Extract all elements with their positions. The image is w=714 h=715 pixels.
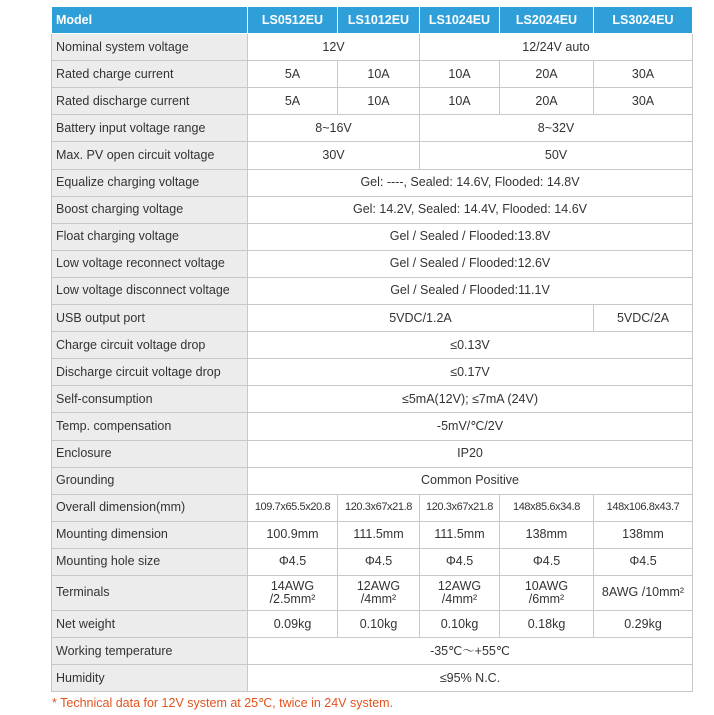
cell-value (500, 575, 594, 610)
cell-value: 0.09kg (248, 610, 338, 637)
terminal-area: /4mm² (360, 591, 397, 606)
table-row (52, 196, 693, 223)
header-ls1024eu: LS1024EU (420, 7, 500, 34)
cell-value: Φ4.5 (420, 548, 500, 575)
terminal-gauge: 12AWG (356, 578, 401, 593)
row-label: Temp. compensation (52, 413, 248, 440)
table-header-row (52, 7, 693, 34)
table-row (52, 115, 693, 142)
table-row (52, 386, 693, 413)
table-row (52, 88, 693, 115)
cell-value: Φ4.5 (500, 548, 594, 575)
cell-value: Gel: 14.2V, Sealed: 14.4V, Flooded: 14.6V (248, 196, 693, 223)
header-model: Model (52, 7, 248, 34)
cell-value: 120.3x67x21.8 (420, 494, 500, 521)
terminal-area: /6mm² (528, 591, 565, 606)
row-label: Low voltage disconnect voltage (52, 277, 248, 304)
table-row (52, 440, 693, 467)
row-label: Mounting hole size (52, 548, 248, 575)
cell-value: ≤0.17V (248, 359, 693, 386)
terminal-gauge: 12AWG (437, 578, 482, 593)
header-ls0512eu: LS0512EU (248, 7, 338, 34)
row-label: Low voltage reconnect voltage (52, 250, 248, 277)
cell-value: 8~16V (248, 115, 420, 142)
terminal-gauge: 14AWG (270, 578, 315, 593)
spec-table (51, 6, 693, 692)
cell-value: ≤95% N.C. (248, 665, 693, 692)
cell-value: 30A (594, 88, 693, 115)
cell-value: -35℃～+55℃ (248, 638, 693, 665)
cell-value: 10A (338, 61, 420, 88)
cell-value: 10A (420, 61, 500, 88)
cell-value: 109.7x65.5x20.8 (248, 494, 338, 521)
cell-value: 148x106.8x43.7 (594, 494, 693, 521)
cell-value: Common Positive (248, 467, 693, 494)
terminal-gauge: 10AWG (524, 578, 569, 593)
row-label: Mounting dimension (52, 521, 248, 548)
cell-value: Gel / Sealed / Flooded:12.6V (248, 250, 693, 277)
cell-value: 0.29kg (594, 610, 693, 637)
row-label: Rated charge current (52, 61, 248, 88)
cell-value: ≤5mA(12V); ≤7mA (24V) (248, 386, 693, 413)
row-label: Nominal system voltage (52, 34, 248, 61)
cell-value: 100.9mm (248, 521, 338, 548)
cell-value: 12V (248, 34, 420, 61)
table-row (52, 665, 693, 692)
cell-value: Φ4.5 (594, 548, 693, 575)
terminal-area: /4mm² (441, 591, 478, 606)
cell-value: 30A (594, 61, 693, 88)
cell-value: 8AWG /10mm² (594, 575, 693, 610)
terminal-area: /2.5mm² (269, 591, 316, 606)
cell-value: 5A (248, 88, 338, 115)
cell-value: 120.3x67x21.8 (338, 494, 420, 521)
table-row (52, 575, 693, 610)
header-ls2024eu: LS2024EU (500, 7, 594, 34)
row-label: Boost charging voltage (52, 196, 248, 223)
row-label: Overall dimension(mm) (52, 494, 248, 521)
table-row (52, 548, 693, 575)
table-row (52, 142, 693, 169)
cell-value: 8~32V (420, 115, 693, 142)
table-row (52, 250, 693, 277)
cell-value: 10A (420, 88, 500, 115)
table-row (52, 610, 693, 637)
cell-value (420, 575, 500, 610)
cell-value: 50V (420, 142, 693, 169)
row-label: USB output port (52, 305, 248, 332)
table-row (52, 494, 693, 521)
cell-value: 20A (500, 88, 594, 115)
cell-value: Gel: ----, Sealed: 14.6V, Flooded: 14.8V (248, 169, 693, 196)
table-row (52, 277, 693, 304)
cell-value: 138mm (500, 521, 594, 548)
table-row (52, 305, 693, 332)
cell-value: 0.18kg (500, 610, 594, 637)
cell-value: ≤0.13V (248, 332, 693, 359)
cell-value: 111.5mm (420, 521, 500, 548)
cell-value: 5VDC/2A (594, 305, 693, 332)
cell-value: 30V (248, 142, 420, 169)
cell-value: 0.10kg (338, 610, 420, 637)
table-row (52, 359, 693, 386)
row-label: Enclosure (52, 440, 248, 467)
footnote: * Technical data for 12V system at 25℃, twice in 24V system. (52, 696, 394, 710)
cell-value (338, 575, 420, 610)
cell-value: 20A (500, 61, 594, 88)
row-label: Battery input voltage range (52, 115, 248, 142)
cell-value (248, 575, 338, 610)
table-row (52, 521, 693, 548)
row-label: Rated discharge current (52, 88, 248, 115)
table-row (52, 413, 693, 440)
row-label: Charge circuit voltage drop (52, 332, 248, 359)
table-row (52, 223, 693, 250)
row-label: Terminals (52, 575, 248, 610)
cell-value: IP20 (248, 440, 693, 467)
header-ls3024eu: LS3024EU (594, 7, 693, 34)
table-row (52, 332, 693, 359)
cell-value: 10A (338, 88, 420, 115)
row-label: Equalize charging voltage (52, 169, 248, 196)
cell-value: 5A (248, 61, 338, 88)
table-row (52, 467, 693, 494)
cell-value: Gel / Sealed / Flooded:11.1V (248, 277, 693, 304)
row-label: Self-consumption (52, 386, 248, 413)
row-label: Net weight (52, 610, 248, 637)
cell-value: Φ4.5 (338, 548, 420, 575)
table-row (52, 34, 693, 61)
header-ls1012eu: LS1012EU (338, 7, 420, 34)
cell-value: 5VDC/1.2A (248, 305, 594, 332)
cell-value: Φ4.5 (248, 548, 338, 575)
table-row (52, 169, 693, 196)
cell-value: -5mV/℃/2V (248, 413, 693, 440)
row-label: Working temperature (52, 638, 248, 665)
cell-value: 0.10kg (420, 610, 500, 637)
cell-value: 148x85.6x34.8 (500, 494, 594, 521)
cell-value: 12/24V auto (420, 34, 693, 61)
cell-value: Gel / Sealed / Flooded:13.8V (248, 223, 693, 250)
table-row (52, 638, 693, 665)
cell-value: 111.5mm (338, 521, 420, 548)
row-label: Discharge circuit voltage drop (52, 359, 248, 386)
row-label: Grounding (52, 467, 248, 494)
cell-value: 138mm (594, 521, 693, 548)
row-label: Max. PV open circuit voltage (52, 142, 248, 169)
table-row (52, 61, 693, 88)
row-label: Humidity (52, 665, 248, 692)
row-label: Float charging voltage (52, 223, 248, 250)
